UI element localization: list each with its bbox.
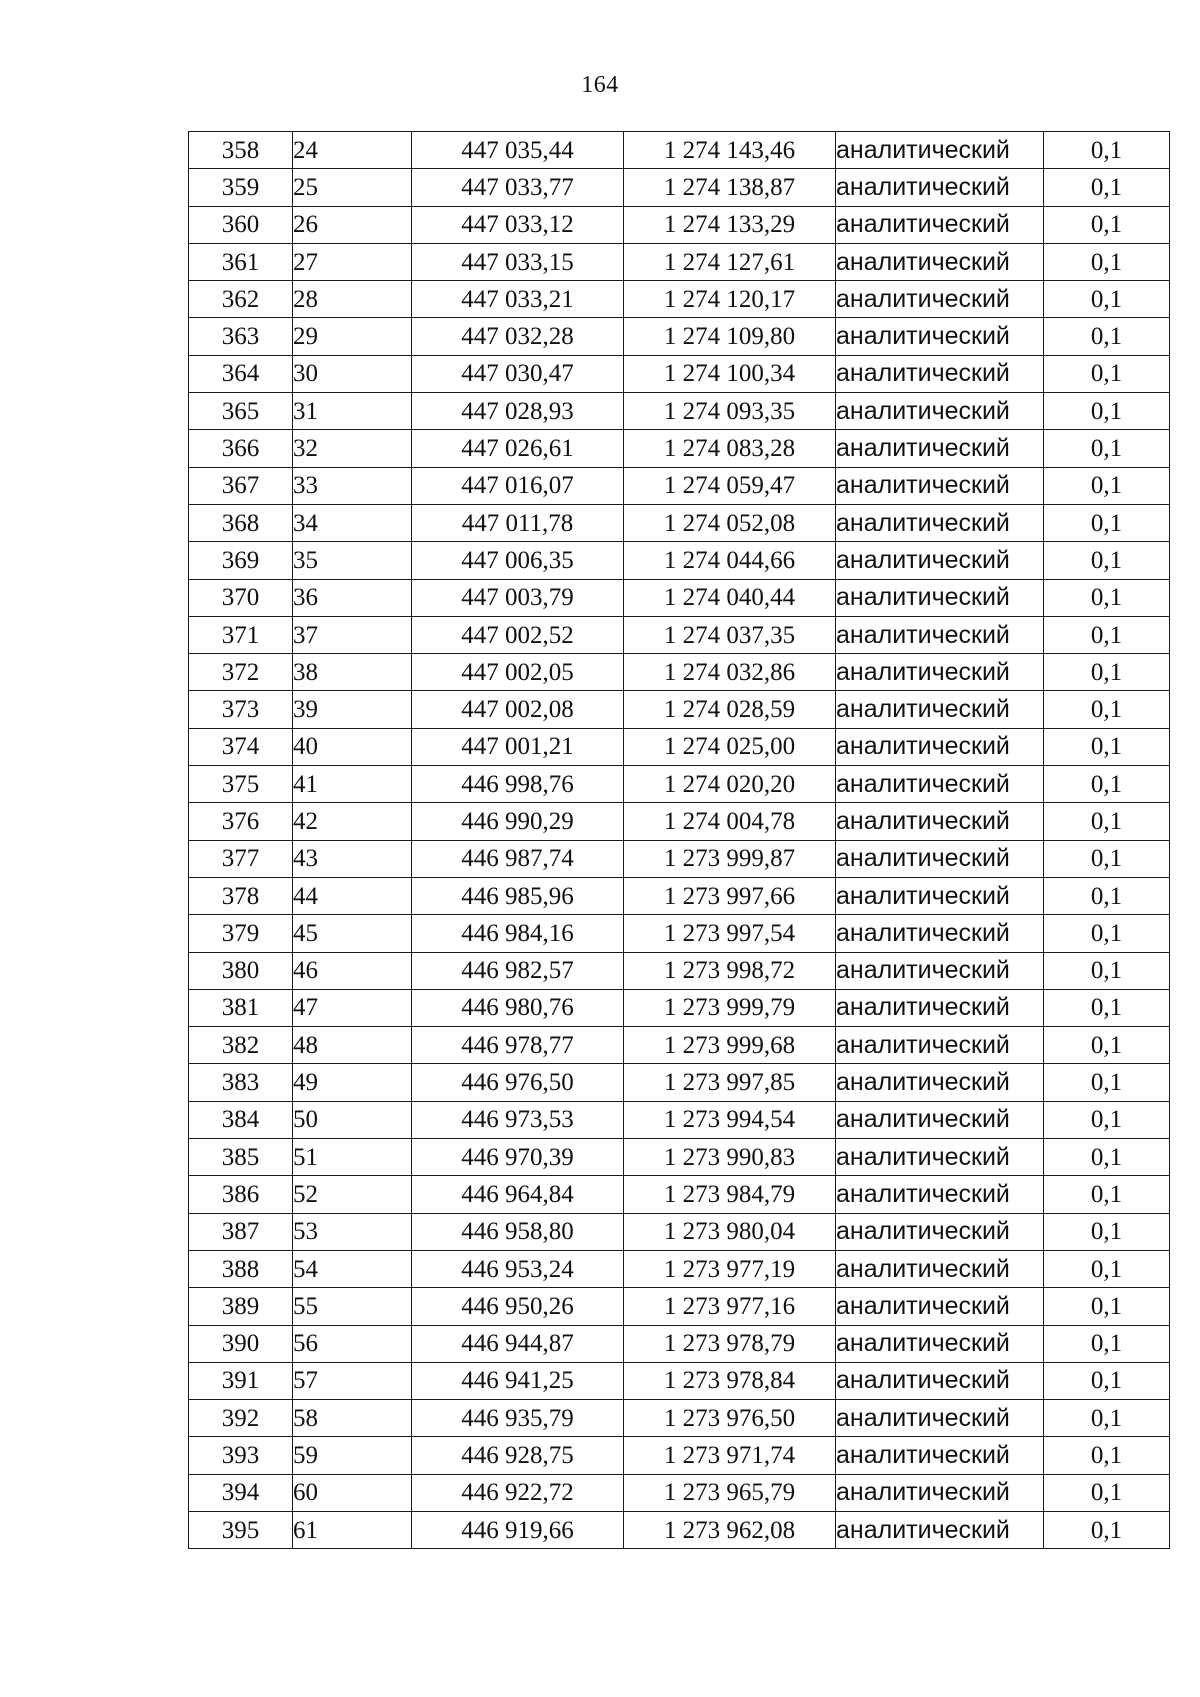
x-coordinate-cell: 446 958,80 [412, 1213, 624, 1250]
point-number-cell: 358 [189, 132, 293, 169]
accuracy-cell: 0,1 [1044, 1139, 1170, 1176]
method-cell: аналитический [836, 132, 1044, 169]
x-coordinate-cell: 446 998,76 [412, 766, 624, 803]
point-index-cell: 39 [293, 691, 412, 728]
table-row [189, 1288, 1170, 1325]
point-number-cell: 390 [189, 1325, 293, 1362]
x-coordinate-cell: 447 033,12 [412, 206, 624, 243]
point-index-cell: 49 [293, 1064, 412, 1101]
x-coordinate-cell: 446 964,84 [412, 1176, 624, 1213]
y-coordinate-cell: 1 274 037,35 [624, 616, 836, 653]
y-coordinate-cell: 1 274 032,86 [624, 654, 836, 691]
point-index-cell: 55 [293, 1288, 412, 1325]
x-coordinate-cell: 447 002,05 [412, 654, 624, 691]
method-cell: аналитический [836, 281, 1044, 318]
point-number-cell: 360 [189, 206, 293, 243]
y-coordinate-cell: 1 273 999,68 [624, 1027, 836, 1064]
y-coordinate-cell: 1 273 999,79 [624, 989, 836, 1026]
point-index-cell: 43 [293, 840, 412, 877]
x-coordinate-cell: 446 980,76 [412, 989, 624, 1026]
y-coordinate-cell: 1 274 044,66 [624, 542, 836, 579]
method-cell: аналитический [836, 803, 1044, 840]
table-row [189, 542, 1170, 579]
table-row [189, 1139, 1170, 1176]
x-coordinate-cell: 447 030,47 [412, 355, 624, 392]
method-cell: аналитический [836, 1213, 1044, 1250]
y-coordinate-cell: 1 273 976,50 [624, 1400, 836, 1437]
table-row [189, 132, 1170, 169]
table-row [189, 877, 1170, 914]
y-coordinate-cell: 1 274 133,29 [624, 206, 836, 243]
table-row [189, 1474, 1170, 1511]
x-coordinate-cell: 446 944,87 [412, 1325, 624, 1362]
point-number-cell: 364 [189, 355, 293, 392]
point-index-cell: 61 [293, 1511, 412, 1548]
method-cell: аналитический [836, 616, 1044, 653]
table-row [189, 355, 1170, 392]
point-number-cell: 378 [189, 877, 293, 914]
method-cell: аналитический [836, 1027, 1044, 1064]
table-row [189, 169, 1170, 206]
y-coordinate-cell: 1 273 990,83 [624, 1139, 836, 1176]
table-row [189, 803, 1170, 840]
point-index-cell: 48 [293, 1027, 412, 1064]
y-coordinate-cell: 1 273 997,54 [624, 915, 836, 952]
method-cell: аналитический [836, 467, 1044, 504]
method-cell: аналитический [836, 169, 1044, 206]
table-row [189, 1101, 1170, 1138]
accuracy-cell: 0,1 [1044, 1176, 1170, 1213]
point-number-cell: 371 [189, 616, 293, 653]
y-coordinate-cell: 1 274 100,34 [624, 355, 836, 392]
accuracy-cell: 0,1 [1044, 1101, 1170, 1138]
point-index-cell: 57 [293, 1362, 412, 1399]
accuracy-cell: 0,1 [1044, 318, 1170, 355]
point-index-cell: 38 [293, 654, 412, 691]
method-cell: аналитический [836, 1474, 1044, 1511]
accuracy-cell: 0,1 [1044, 1400, 1170, 1437]
accuracy-cell: 0,1 [1044, 728, 1170, 765]
table-row [189, 952, 1170, 989]
table-row [189, 206, 1170, 243]
accuracy-cell: 0,1 [1044, 1213, 1170, 1250]
x-coordinate-cell: 446 919,66 [412, 1511, 624, 1548]
table-row [189, 318, 1170, 355]
accuracy-cell: 0,1 [1044, 766, 1170, 803]
method-cell: аналитический [836, 1101, 1044, 1138]
table-row [189, 1027, 1170, 1064]
accuracy-cell: 0,1 [1044, 691, 1170, 728]
point-index-cell: 40 [293, 728, 412, 765]
table-row [189, 1176, 1170, 1213]
method-cell: аналитический [836, 430, 1044, 467]
y-coordinate-cell: 1 273 999,87 [624, 840, 836, 877]
y-coordinate-cell: 1 274 143,46 [624, 132, 836, 169]
point-index-cell: 47 [293, 989, 412, 1026]
table-row [189, 281, 1170, 318]
table-row [189, 467, 1170, 504]
point-index-cell: 46 [293, 952, 412, 989]
point-number-cell: 367 [189, 467, 293, 504]
accuracy-cell: 0,1 [1044, 430, 1170, 467]
table-row [189, 915, 1170, 952]
point-index-cell: 45 [293, 915, 412, 952]
y-coordinate-cell: 1 273 965,79 [624, 1474, 836, 1511]
accuracy-cell: 0,1 [1044, 952, 1170, 989]
y-coordinate-cell: 1 273 994,54 [624, 1101, 836, 1138]
accuracy-cell: 0,1 [1044, 1250, 1170, 1287]
accuracy-cell: 0,1 [1044, 504, 1170, 541]
x-coordinate-cell: 446 985,96 [412, 877, 624, 914]
point-number-cell: 377 [189, 840, 293, 877]
y-coordinate-cell: 1 274 093,35 [624, 393, 836, 430]
point-index-cell: 56 [293, 1325, 412, 1362]
table-row [189, 1250, 1170, 1287]
point-number-cell: 368 [189, 504, 293, 541]
point-number-cell: 381 [189, 989, 293, 1026]
point-number-cell: 388 [189, 1250, 293, 1287]
point-index-cell: 53 [293, 1213, 412, 1250]
x-coordinate-cell: 447 002,08 [412, 691, 624, 728]
method-cell: аналитический [836, 1288, 1044, 1325]
point-number-cell: 382 [189, 1027, 293, 1064]
point-index-cell: 54 [293, 1250, 412, 1287]
point-number-cell: 376 [189, 803, 293, 840]
point-index-cell: 52 [293, 1176, 412, 1213]
point-index-cell: 32 [293, 430, 412, 467]
method-cell: аналитический [836, 318, 1044, 355]
y-coordinate-cell: 1 273 980,04 [624, 1213, 836, 1250]
method-cell: аналитический [836, 1064, 1044, 1101]
table-row [189, 1437, 1170, 1474]
point-index-cell: 25 [293, 169, 412, 206]
point-number-cell: 385 [189, 1139, 293, 1176]
point-index-cell: 44 [293, 877, 412, 914]
point-index-cell: 60 [293, 1474, 412, 1511]
point-number-cell: 362 [189, 281, 293, 318]
page-number: 164 [581, 72, 619, 98]
x-coordinate-cell: 446 982,57 [412, 952, 624, 989]
accuracy-cell: 0,1 [1044, 1362, 1170, 1399]
table-row [189, 393, 1170, 430]
method-cell: аналитический [836, 989, 1044, 1026]
table-row [189, 691, 1170, 728]
accuracy-cell: 0,1 [1044, 542, 1170, 579]
x-coordinate-cell: 446 953,24 [412, 1250, 624, 1287]
point-number-cell: 395 [189, 1511, 293, 1548]
method-cell: аналитический [836, 728, 1044, 765]
point-index-cell: 35 [293, 542, 412, 579]
y-coordinate-cell: 1 273 984,79 [624, 1176, 836, 1213]
point-index-cell: 27 [293, 243, 412, 280]
method-cell: аналитический [836, 1400, 1044, 1437]
accuracy-cell: 0,1 [1044, 989, 1170, 1026]
accuracy-cell: 0,1 [1044, 1288, 1170, 1325]
accuracy-cell: 0,1 [1044, 1474, 1170, 1511]
point-number-cell: 391 [189, 1362, 293, 1399]
point-number-cell: 387 [189, 1213, 293, 1250]
point-number-cell: 361 [189, 243, 293, 280]
point-number-cell: 386 [189, 1176, 293, 1213]
table-row [189, 728, 1170, 765]
point-number-cell: 363 [189, 318, 293, 355]
y-coordinate-cell: 1 274 004,78 [624, 803, 836, 840]
accuracy-cell: 0,1 [1044, 616, 1170, 653]
method-cell: аналитический [836, 1437, 1044, 1474]
point-index-cell: 34 [293, 504, 412, 541]
method-cell: аналитический [836, 1139, 1044, 1176]
y-coordinate-cell: 1 274 138,87 [624, 169, 836, 206]
table-row [189, 989, 1170, 1026]
y-coordinate-cell: 1 273 971,74 [624, 1437, 836, 1474]
y-coordinate-cell: 1 273 978,79 [624, 1325, 836, 1362]
x-coordinate-cell: 446 990,29 [412, 803, 624, 840]
x-coordinate-cell: 447 033,15 [412, 243, 624, 280]
x-coordinate-cell: 447 001,21 [412, 728, 624, 765]
accuracy-cell: 0,1 [1044, 803, 1170, 840]
table-row [189, 1325, 1170, 1362]
table-row [189, 430, 1170, 467]
point-index-cell: 30 [293, 355, 412, 392]
method-cell: аналитический [836, 915, 1044, 952]
table-row [189, 243, 1170, 280]
accuracy-cell: 0,1 [1044, 1437, 1170, 1474]
point-number-cell: 373 [189, 691, 293, 728]
x-coordinate-cell: 447 033,77 [412, 169, 624, 206]
y-coordinate-cell: 1 274 059,47 [624, 467, 836, 504]
method-cell: аналитический [836, 952, 1044, 989]
point-index-cell: 31 [293, 393, 412, 430]
point-number-cell: 379 [189, 915, 293, 952]
x-coordinate-cell: 446 976,50 [412, 1064, 624, 1101]
point-number-cell: 369 [189, 542, 293, 579]
table-row [189, 654, 1170, 691]
accuracy-cell: 0,1 [1044, 206, 1170, 243]
x-coordinate-cell: 447 035,44 [412, 132, 624, 169]
accuracy-cell: 0,1 [1044, 132, 1170, 169]
point-index-cell: 29 [293, 318, 412, 355]
accuracy-cell: 0,1 [1044, 393, 1170, 430]
method-cell: аналитический [836, 1511, 1044, 1548]
method-cell: аналитический [836, 1325, 1044, 1362]
method-cell: аналитический [836, 766, 1044, 803]
point-index-cell: 59 [293, 1437, 412, 1474]
x-coordinate-cell: 447 011,78 [412, 504, 624, 541]
method-cell: аналитический [836, 877, 1044, 914]
point-number-cell: 365 [189, 393, 293, 430]
accuracy-cell: 0,1 [1044, 654, 1170, 691]
point-index-cell: 28 [293, 281, 412, 318]
point-index-cell: 37 [293, 616, 412, 653]
x-coordinate-cell: 446 935,79 [412, 1400, 624, 1437]
x-coordinate-cell: 446 941,25 [412, 1362, 624, 1399]
y-coordinate-cell: 1 273 997,66 [624, 877, 836, 914]
accuracy-cell: 0,1 [1044, 281, 1170, 318]
x-coordinate-cell: 446 928,75 [412, 1437, 624, 1474]
table-row [189, 766, 1170, 803]
x-coordinate-cell: 447 028,93 [412, 393, 624, 430]
method-cell: аналитический [836, 504, 1044, 541]
point-number-cell: 370 [189, 579, 293, 616]
y-coordinate-cell: 1 273 977,16 [624, 1288, 836, 1325]
y-coordinate-cell: 1 274 025,00 [624, 728, 836, 765]
y-coordinate-cell: 1 273 962,08 [624, 1511, 836, 1548]
coordinates-table-body [189, 132, 1170, 1549]
accuracy-cell: 0,1 [1044, 579, 1170, 616]
point-number-cell: 374 [189, 728, 293, 765]
method-cell: аналитический [836, 1250, 1044, 1287]
point-number-cell: 392 [189, 1400, 293, 1437]
point-index-cell: 41 [293, 766, 412, 803]
table-row [189, 1400, 1170, 1437]
y-coordinate-cell: 1 274 052,08 [624, 504, 836, 541]
point-number-cell: 394 [189, 1474, 293, 1511]
x-coordinate-cell: 446 978,77 [412, 1027, 624, 1064]
accuracy-cell: 0,1 [1044, 915, 1170, 952]
x-coordinate-cell: 446 987,74 [412, 840, 624, 877]
point-number-cell: 383 [189, 1064, 293, 1101]
method-cell: аналитический [836, 840, 1044, 877]
method-cell: аналитический [836, 691, 1044, 728]
x-coordinate-cell: 446 984,16 [412, 915, 624, 952]
point-index-cell: 36 [293, 579, 412, 616]
accuracy-cell: 0,1 [1044, 1064, 1170, 1101]
accuracy-cell: 0,1 [1044, 1511, 1170, 1548]
point-number-cell: 366 [189, 430, 293, 467]
table-row [189, 504, 1170, 541]
table-row [189, 1064, 1170, 1101]
point-number-cell: 375 [189, 766, 293, 803]
coordinates-table [188, 131, 1170, 1549]
method-cell: аналитический [836, 1176, 1044, 1213]
x-coordinate-cell: 446 950,26 [412, 1288, 624, 1325]
x-coordinate-cell: 447 032,28 [412, 318, 624, 355]
table-row [189, 1213, 1170, 1250]
method-cell: аналитический [836, 355, 1044, 392]
accuracy-cell: 0,1 [1044, 1027, 1170, 1064]
point-number-cell: 359 [189, 169, 293, 206]
y-coordinate-cell: 1 274 020,20 [624, 766, 836, 803]
accuracy-cell: 0,1 [1044, 840, 1170, 877]
point-number-cell: 384 [189, 1101, 293, 1138]
point-index-cell: 51 [293, 1139, 412, 1176]
method-cell: аналитический [836, 542, 1044, 579]
point-index-cell: 42 [293, 803, 412, 840]
method-cell: аналитический [836, 243, 1044, 280]
point-number-cell: 372 [189, 654, 293, 691]
x-coordinate-cell: 447 002,52 [412, 616, 624, 653]
table-row [189, 616, 1170, 653]
x-coordinate-cell: 446 973,53 [412, 1101, 624, 1138]
point-index-cell: 26 [293, 206, 412, 243]
accuracy-cell: 0,1 [1044, 243, 1170, 280]
point-index-cell: 58 [293, 1400, 412, 1437]
x-coordinate-cell: 447 026,61 [412, 430, 624, 467]
y-coordinate-cell: 1 273 978,84 [624, 1362, 836, 1399]
point-number-cell: 389 [189, 1288, 293, 1325]
accuracy-cell: 0,1 [1044, 877, 1170, 914]
y-coordinate-cell: 1 273 997,85 [624, 1064, 836, 1101]
y-coordinate-cell: 1 274 127,61 [624, 243, 836, 280]
y-coordinate-cell: 1 274 120,17 [624, 281, 836, 318]
x-coordinate-cell: 447 006,35 [412, 542, 624, 579]
point-index-cell: 24 [293, 132, 412, 169]
point-index-cell: 50 [293, 1101, 412, 1138]
y-coordinate-cell: 1 274 083,28 [624, 430, 836, 467]
point-number-cell: 380 [189, 952, 293, 989]
y-coordinate-cell: 1 274 109,80 [624, 318, 836, 355]
accuracy-cell: 0,1 [1044, 467, 1170, 504]
x-coordinate-cell: 447 016,07 [412, 467, 624, 504]
x-coordinate-cell: 447 033,21 [412, 281, 624, 318]
table-row [189, 1362, 1170, 1399]
accuracy-cell: 0,1 [1044, 355, 1170, 392]
y-coordinate-cell: 1 273 998,72 [624, 952, 836, 989]
accuracy-cell: 0,1 [1044, 1325, 1170, 1362]
method-cell: аналитический [836, 206, 1044, 243]
table-row [189, 1511, 1170, 1548]
table-row [189, 840, 1170, 877]
x-coordinate-cell: 446 922,72 [412, 1474, 624, 1511]
method-cell: аналитический [836, 579, 1044, 616]
x-coordinate-cell: 446 970,39 [412, 1139, 624, 1176]
point-index-cell: 33 [293, 467, 412, 504]
accuracy-cell: 0,1 [1044, 169, 1170, 206]
method-cell: аналитический [836, 393, 1044, 430]
method-cell: аналитический [836, 1362, 1044, 1399]
point-number-cell: 393 [189, 1437, 293, 1474]
x-coordinate-cell: 447 003,79 [412, 579, 624, 616]
method-cell: аналитический [836, 654, 1044, 691]
y-coordinate-cell: 1 274 028,59 [624, 691, 836, 728]
y-coordinate-cell: 1 273 977,19 [624, 1250, 836, 1287]
y-coordinate-cell: 1 274 040,44 [624, 579, 836, 616]
table-row [189, 579, 1170, 616]
